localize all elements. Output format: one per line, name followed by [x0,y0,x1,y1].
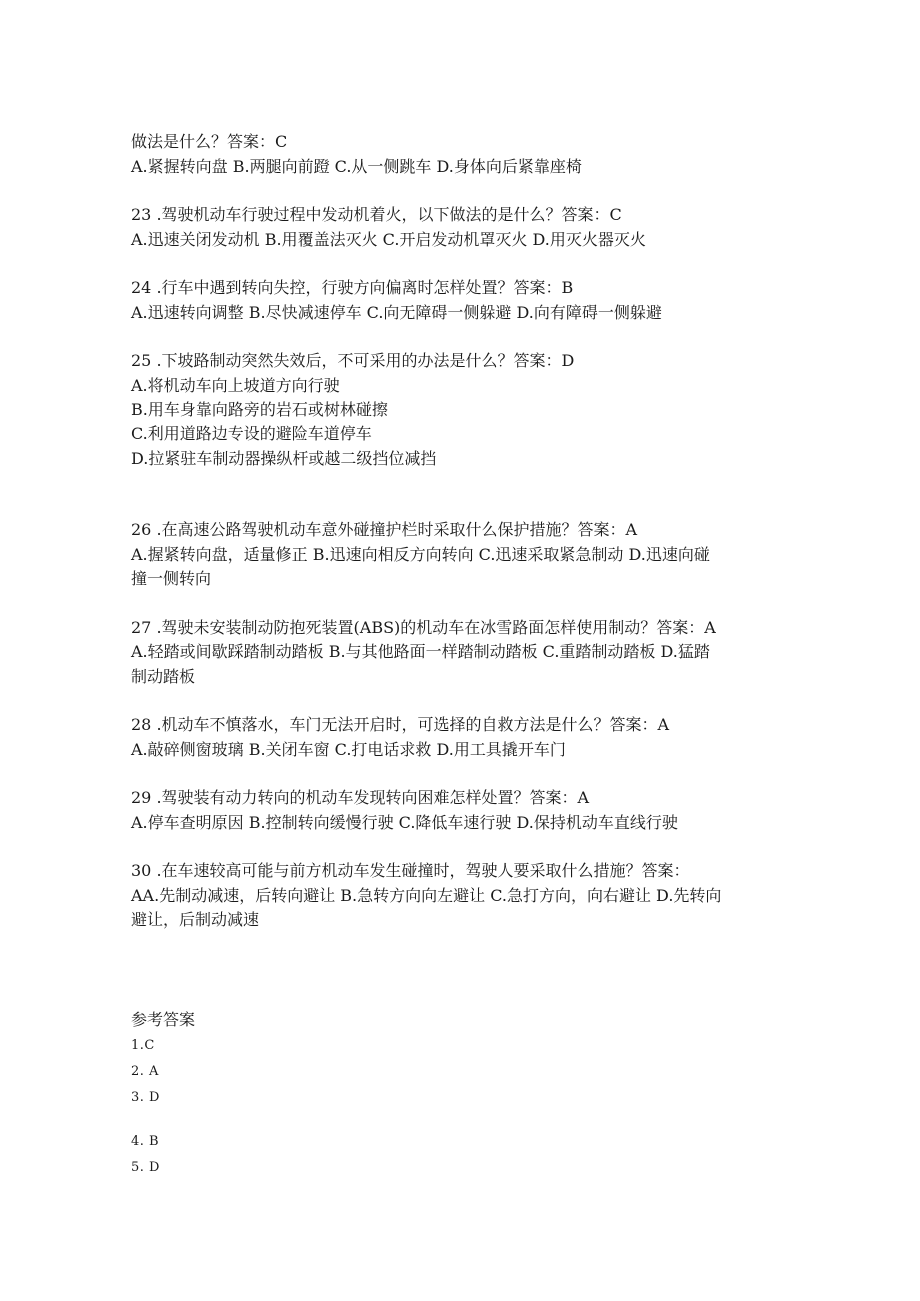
question-23: 23 .驾驶机动车行驶过程中发动机着火，以下做法的是什么？答案：C [131,205,622,224]
options-29: A.停车查明原因 B.控制转向缓慢行驶 C.降低车速行驶 D.保持机动车直线行驶 [131,813,678,832]
answer-key-item: 3. D [131,1090,160,1105]
answer-key-item: 4. B [131,1134,160,1149]
question-27: 27 .驾驶未安装制动防抱死装置(ABS)的机动车在冰雪路面怎样使用制动？答案：A [131,618,716,637]
question-24: 24 .行车中遇到转向失控，行驶方向偏离时怎样处置？答案：B [131,278,574,297]
options-30: AA.先制动减速，后转向避让 B.急转方向向左避让 C.急打方向，向右避让 D.先转向 [131,886,722,905]
text-line: A.紧握转向盘 B.两腿向前蹬 C.从一侧跳车 D.身体向后紧靠座椅 [131,157,582,176]
options-23: A.迅速关闭发动机 B.用覆盖法灭火 C.开启发动机罩灭火 D.用灭火器灭火 [131,230,646,249]
option-25-a: A.将机动车向上坡道方向行驶 [131,376,340,395]
answer-key-item: 1.C [131,1038,155,1053]
options-27-cont: 制动踏板 [131,667,196,686]
text-line: 做法是什么？答案：C [131,132,288,151]
question-25: 25 .下坡路制动突然失效后，不可采用的办法是什么？答案：D [131,351,575,370]
option-25-b: B.用车身靠向路旁的岩石或树林碰擦 [131,400,388,419]
answer-key-title: 参考答案 [131,1010,196,1029]
question-28: 28 .机动车不慎落水，车门无法开启时，可选择的自救方法是什么？答案：A [131,715,670,734]
answer-key-item: 5. D [131,1160,160,1175]
options-30-cont: 避让，后制动减速 [131,910,260,929]
options-27: A.轻踏或间歇踩踏制动踏板 B.与其他路面一样踏制动踏板 C.重踏制动踏板 D.猛踏 [131,642,710,661]
options-26-cont: 撞一侧转向 [131,569,212,588]
question-26: 26 .在高速公路驾驶机动车意外碰撞护栏时采取什么保护措施？答案：A [131,520,638,539]
options-24: A.迅速转向调整 B.尽快减速停车 C.向无障碍一侧躲避 D.向有障碍一侧躲避 [131,303,662,322]
question-30: 30 .在车速较高可能与前方机动车发生碰撞时，驾驶人要采取什么措施？答案： [131,861,690,880]
answer-key-item: 2. A [131,1064,159,1079]
option-25-d: D.拉紧驻车制动器操纵杆或越二级挡位减挡 [131,449,437,468]
question-29: 29 .驾驶装有动力转向的机动车发现转向困难怎样处置？答案：A [131,788,590,807]
options-26: A.握紧转向盘，适量修正 B.迅速向相反方向转向 C.迅速采取紧急制动 D.迅速向碰 [131,545,710,564]
option-25-c: C.利用道路边专设的避险车道停车 [131,424,372,443]
options-28: A.敲碎侧窗玻璃 B.关闭车窗 C.打电话求救 D.用工具撬开车门 [131,740,566,759]
